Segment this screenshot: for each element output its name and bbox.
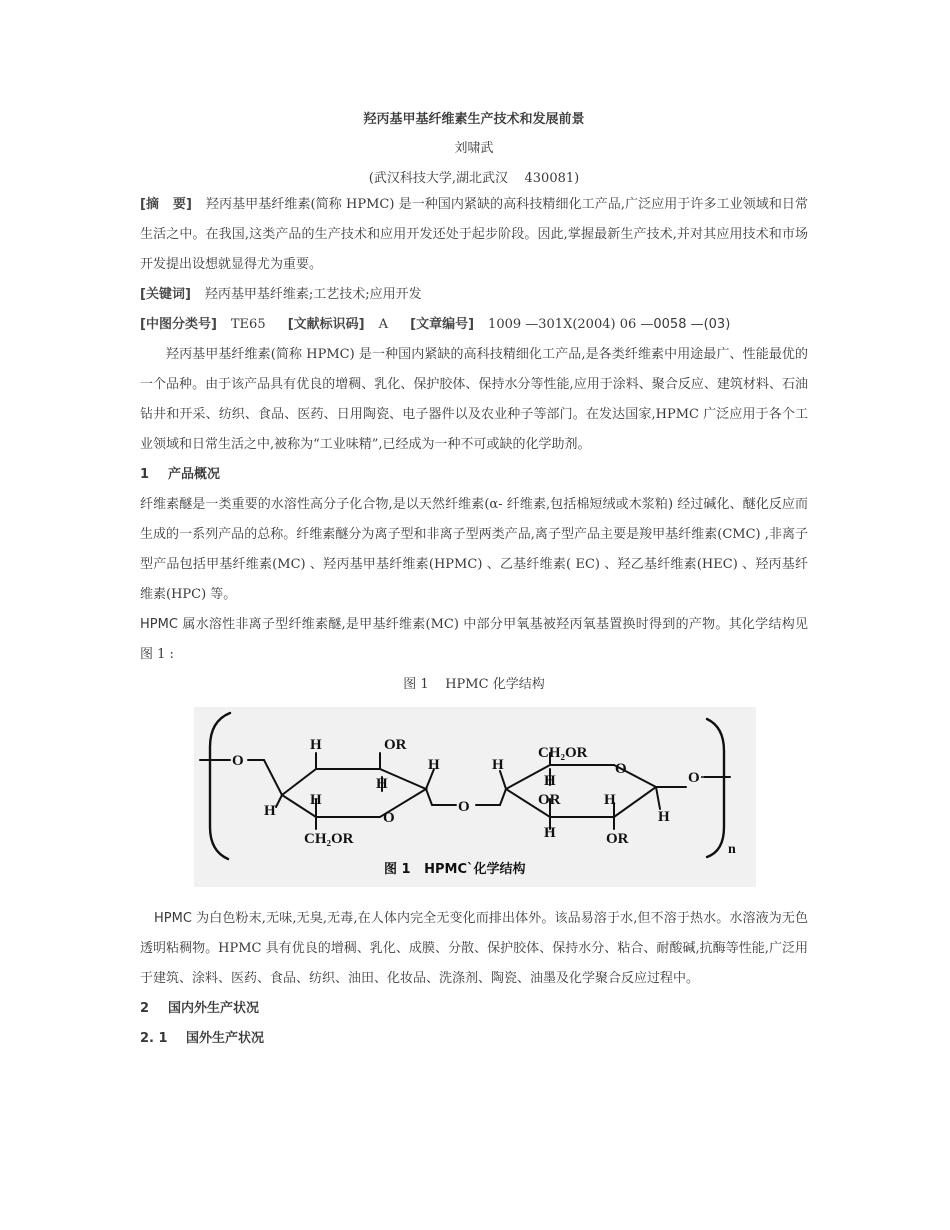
atom-h-7: H [544,773,556,789]
atom-or-3: OR [606,831,629,847]
atom-h-2: H [376,776,388,792]
section-1-number: 1 [140,467,150,482]
document-page [140,108,808,1054]
paper-title: 羟丙基甲基纤维素生产技术和发展前景 [363,112,585,127]
article-number-label: [文章编号] [410,317,475,332]
keywords-label: [关键词] [140,287,191,302]
abstract-text: 羟丙基甲基纤维素(简称 HPMC) 是一种国内紧缺的高科技精细化工产品,广泛应用于许多工业领域和日常生活之中。在我国,这类产品的生产技术和应用开发还处于起步阶段。因此,掌握最新生产技术,并对其应用技术和市场开发提出设想就显得尤为重要。 [140,197,808,272]
figure-inner-caption: 图 1 HPMC`化学结构 [384,862,526,877]
hpmc-lead: HPMC [140,617,178,632]
hpmc-structure-figure [194,707,756,887]
atom-ch2or-2: CH₂OR [538,745,588,761]
intro-paragraph: 羟丙基甲基纤维素(简称 HPMC) 是一种国内紧缺的高科技精细化工产品,是各类纤维素中用途最广、性能最优的一个品种。由于该产品具有优良的增稠、乳化、保护胶体、保持水分等性能,应用于涂料、聚合反应、建筑材料、石油钻井和开采、纺织、食品、医药、日用陶瓷、电子器件以及农业种子等部门。在发达国家,HPMC 广泛应用于各个工业领域和日常生活之中,被称为“工业味精”,已经成为一种不可或缺的化学助剂。 [140,347,808,452]
section-2-number: 2 [140,1001,150,1016]
section-2-title: 国内外生产状况 [168,1001,260,1016]
atom-h-1: H [310,737,322,753]
atom-o-ring-1: O [383,810,395,826]
doc-code-value: A [378,317,389,332]
section-2-1-number: 2. 1 [140,1031,168,1046]
keywords-text: 羟丙基甲基纤维素;工艺技术;应用开发 [204,287,422,302]
atom-o-left: O [232,753,244,769]
article-number-value-b: 0058 —(03) [653,317,731,332]
hpmc-lead-2: HPMC [154,911,192,926]
section-1-paragraph-3-text: 为白色粉末,无味,无臭,无毒,在人体内完全无变化而排出体外。该品易溶于水,但不溶于热水。水溶液为无色透明粘稠物。HPMC 具有优良的增稠、乳化、成膜、分散、保护胶体、保持水分、粘合、耐酸碱,抗酶等性能,广泛用于建筑、涂料、医药、食品、纺织、油田、化妆品、洗涤剂、陶瓷、油墨及化学聚合反应过程中。 [140,911,808,986]
atom-h-5: H [264,803,276,819]
atom-h-10: H [658,809,670,825]
atom-or-2: OR [538,792,561,808]
bond-lines [200,753,730,829]
doc-code-label: [文献标识码] [287,317,365,332]
atom-h-4: H [310,792,322,808]
section-2-1-title: 国外生产状况 [186,1031,265,1046]
hpmc-structure-diagram [194,707,756,887]
affiliation: (武汉科技大学,湖北武汉 430081) [368,171,580,186]
abstract [140,190,808,280]
repeat-n: n [728,842,736,857]
atom-o-right: O [688,770,700,786]
left-bracket [210,713,230,859]
right-bracket [707,719,724,857]
section-1-title: 产品概况 [168,467,221,482]
author: 刘啸武 [454,141,494,156]
atom-h-6: H [492,757,504,773]
atom-h-3: H [428,757,440,773]
classification-line [140,310,808,340]
atom-o-bridge: O [458,799,470,815]
section-2-heading [140,994,808,1024]
keywords [140,280,808,310]
atom-ch2or-1: CH₂OR [304,831,354,847]
section-1-paragraph-1: 纤维素醚是一类重要的水溶性高分子化合物,是以天然纤维素(α- 纤维素,包括棉短绒或木浆粕) 经过碱化、醚化反应而生成的一系列产品的总称。纤维素醚分为离子型和非离子型两类产品,离子型产品主要是羧甲基纤维素(CMC) ,非离子型产品包括甲基纤维素(MC) 、羟丙基甲基纤维素(HPMC) 、乙基纤维素( EC) 、羟乙基纤维素(HEC) 、羟丙基纤维素(HPC) 等。 [140,497,808,602]
figure-caption: 图 1 HPMC 化学结构 [403,677,545,692]
section-2-1-heading [140,1024,808,1054]
article-number-value-a: 1009 —301X(2004) 06 — [488,317,654,332]
atom-h-9: H [544,825,556,841]
atom-h-8: H [604,792,616,808]
section-1-paragraph-2-text: 属水溶性非离子型纤维素醚,是甲基纤维素(MC) 中部分甲氧基被羟丙氧基置换时得到的产物。其化学结构见图 1 : [140,617,808,662]
section-1-heading [140,460,808,490]
abstract-label: [摘 要] [140,197,192,212]
section-1-paragraph-2 [140,610,808,670]
section-1-paragraph-3 [140,904,808,994]
atom-or-1: OR [384,737,407,753]
atom-o-ring-2: O [615,761,627,777]
clc-value: TE65 [230,317,266,332]
clc-label: [中图分类号] [140,317,217,332]
